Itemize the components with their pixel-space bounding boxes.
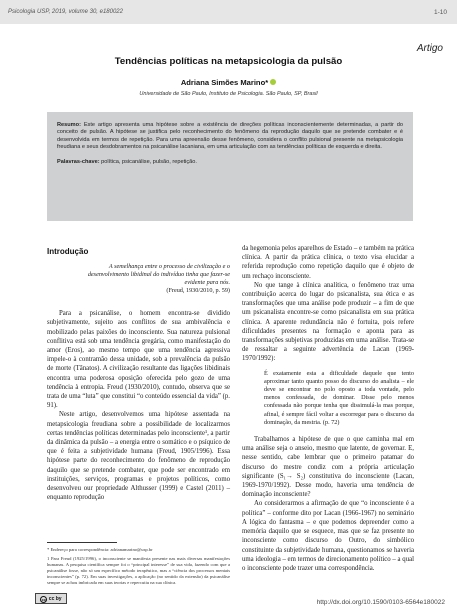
footnote-correspondence: * Endereço para correspondência: adrianamarino@usp.br — [47, 547, 153, 552]
affiliation: Universidade de São Paulo, Instituto de Psicologia. São Paulo, SP, Brasil — [139, 91, 318, 97]
section-heading-introducao: Introdução — [47, 247, 89, 256]
block-quote — [264, 370, 414, 427]
keywords-label: Palavras-chave: — [57, 158, 100, 165]
cc-icon: cc — [41, 597, 47, 602]
right-column — [242, 244, 414, 573]
page-range: 1-10 — [433, 9, 447, 16]
paragraph: No que tange à clínica analítica, o fenômeno traz uma contribuição acerca do lugar do psicanalista, sua ética e as transformações que uma análise pode produzir – a fim de que um psicanalista encontre-se como psicanalista em sua prática clínica. A aparente redundância não é fortuita, pois refere dificuldades presentes na formação e aponta para as transformações subjetivas produzidas em uma análise. Trata-se de ressaltar a seguinte advertência de Lacan (1969-1970/1992): — [242, 281, 414, 363]
paragraph: Trabalhamos a hipótese de que o que caminha mal em uma análise seja o anseio, mesmo que latente, de governar. E, nesse sentido, cabe lembrar que o primeiro patamar do discurso do mestre condiz com a própria articulação significante (S₁→ S₂) constitutiva do inconsciente (Lacan, 1969-1970/1992). Desse modo, haveria uma tendência de dominação inconsciente? — [242, 436, 414, 499]
left-column — [47, 244, 230, 502]
orcid-icon[interactable] — [270, 79, 276, 85]
abstract-label: Resumo: — [57, 122, 81, 128]
paragraph: Ao considerarmos a afirmação de que “o inconsciente é a política” – conforme dito por Lacan (1966-1967) no seminário A lógica do fantasma – e que podemos depreender como a memória daquilo que se esquece, mas que se faz presente no inconsciente como discurso do Outro, do simbólico constituinte da subjetividade humana, questionamos se haveria uma ideologia – em termos de direcionamento político – a qual o inconsciente pode trazer uma correspondência. — [242, 500, 414, 572]
paragraph: Para a psicanálise, o homem encontra-se dividido subjetivamente, sujeito aos conflitos de sua ambivalência e mobilizado pelas paixões do inconsciente. Sua natureza pulsional conflitiva está sob uma tendência gregária, como manifestação do amor (Eros), ao mesmo tempo que uma tendência agressiva impele-o à contramão dessa unidade, sob a prevalência da pulsão de morte (Tânatos). A civilização resultante das ligações libidinais encontra uma poderosa oposição oferecida pelo gozo de uma tendência à entropia. Freud (1930/2010), contudo, observa que se trata de uma “luta” que constitui “o conteúdo essencial da vida” (p. 91). — [47, 310, 230, 410]
journal-citation: Psicologia USP, 2019, volume 30, e180022 — [8, 9, 123, 15]
article-title: Tendências políticas na metapsicologia da pulsão — [114, 56, 343, 67]
paragraph: Neste artigo, desenvolvemos uma hipótese assentada na metapsicologia freudiana sobre a possibilidade de localizarmos certas tendências políticas determinadas pelo inconsciente¹, a partir da dinâmica da pulsão – a energia entre o somático e o psíquico de que é feita a subjetividade humana (Freud, 1905/1996). Essa hipótese parte do reconhecimento do fenômeno de reprodução daquilo que se pretende combater, que pode ser encontrado em instituições, serviços, programas e projetos políticos, como desenvolveu our propriedade Althusser (1999) e Castel (2011) – enquanto reprodução — [47, 411, 230, 502]
paragraph: da hegemonia pelos aparelhos de Estado – e também na prática clínica. A partir da prática clínica, o texto visa elucidar a referida reprodução como repetição daquilo que é objeto de um rechaço inconsciente. — [242, 245, 414, 280]
doi-link[interactable]: http://dx.doi.org/10.1590/0103-6564e180022 — [316, 599, 445, 606]
keywords — [57, 159, 403, 166]
license-text: cc by — [48, 596, 62, 602]
author-name: Adriana Simões Marino* — [180, 78, 269, 87]
epigraph: A semelhança entre o processo de civilização e o desenvolvimento libidinal do indivíduo tinha que fazer-se evidente para nós. — [87, 263, 230, 287]
cc-license-badge[interactable] — [35, 593, 67, 604]
quote-text: É exatamente esta a dificuldade daquele que tento aproximar tanto quanto posso do discurso do analista – ele deve se encontrar no polo oposto a toda vontade, pelo menos confessada, de dominar. Disse pelo menos confessada não porque tenha que dissimulá-la mas porque, afinal, é sempre fácil voltar a escorregar para o discurso da dominação, da mestria. (p. 72) — [264, 369, 414, 426]
author-line — [0, 78, 457, 87]
footnote-1: 1 Para Freud (1925/1996), o inconsciente se manifesta presente nas mais diversas manifestações humanas. A pesquisa científica sempre foi o “principal interesse” de sua vida, fazendo com que a psicanálise fosse, não só um específico método terapêutico, mas a “ciência dos processos mentais inconscientes” (p. 72). Em suas investigações, a aplicação (no sentido da extensão) da psicanálise sempre se achou imbricada em suas teorias e repercutiu na sua clínica. — [47, 556, 230, 585]
journal-header-bar — [0, 0, 457, 24]
epigraph-reference: (Freud, 1930/2010, p. 59) — [166, 287, 230, 295]
keywords-list: política, psicanálise, pulsão, repetição. — [101, 158, 197, 165]
footnote-divider — [47, 542, 117, 543]
abstract-text — [57, 122, 403, 152]
abstract-box — [47, 112, 413, 221]
abstract-body: Este artigo apresenta uma hipótese sobre a existência de direções políticas inconscientemente determinadas, a partir do conceito de pulsão. A hipótese se justifica pelo reconhecimento do fenômeno da reprodução daquilo que se pretende combater e é desenvolvida em termos de repetição. Para uma apreensão desse fenômeno, considera o conflito pulsional presente na metapsicologia freudiana e seus desdobramentos na psicanálise lacaniana, em uma articulação com as tendências políticas de esquerda e direita. — [57, 122, 403, 151]
section-label: Artigo — [416, 43, 443, 54]
